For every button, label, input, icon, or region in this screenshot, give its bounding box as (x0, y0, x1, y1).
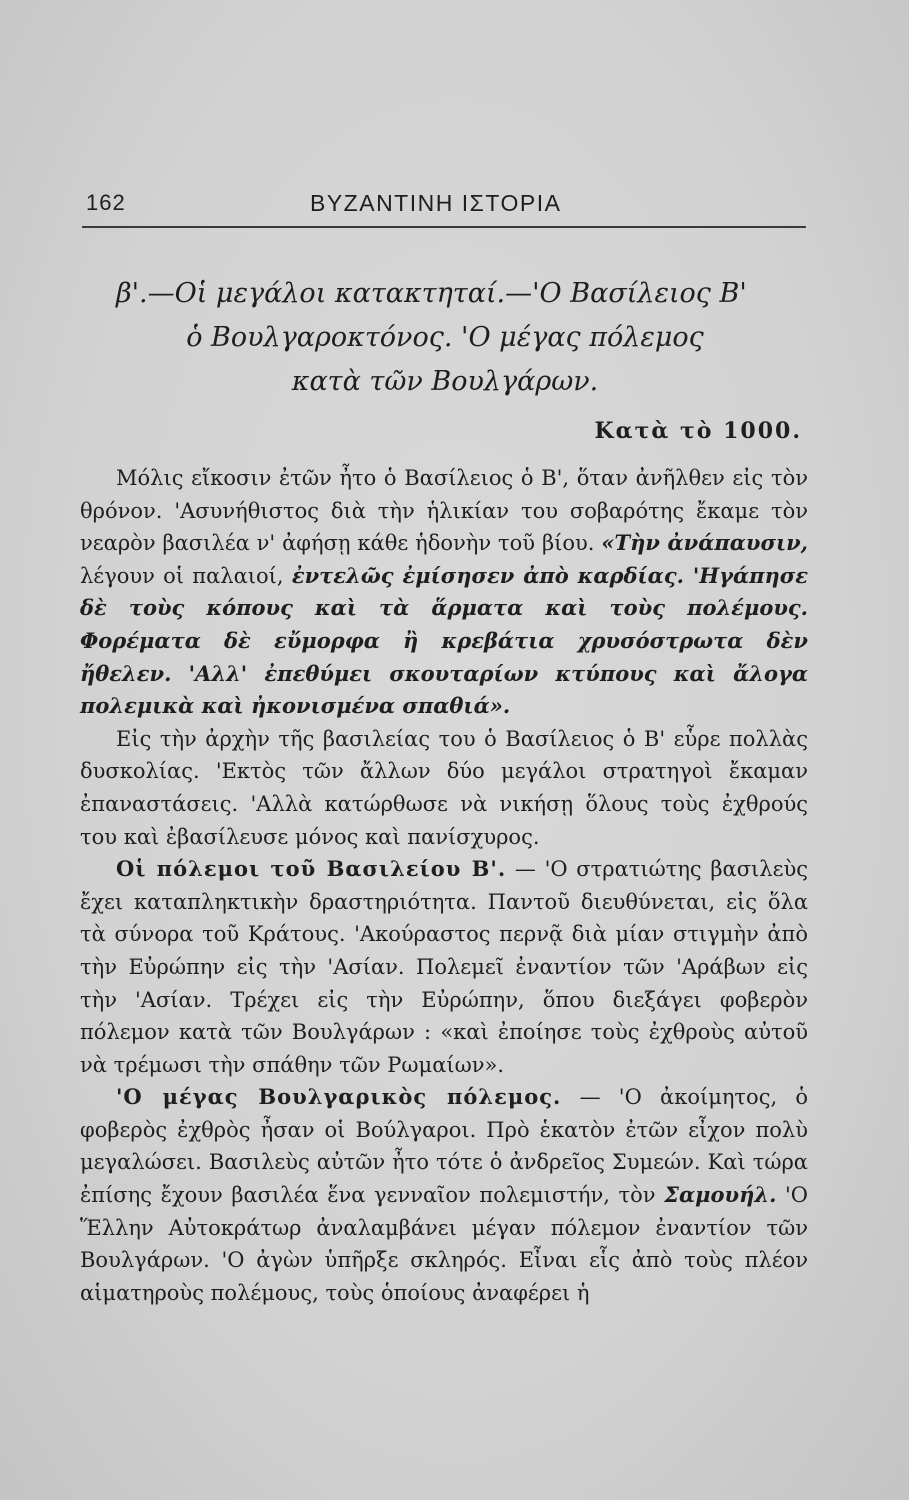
paragraph-1-aside: λέγουν οἱ παλαιοί, (80, 563, 284, 588)
page-number: 162 (86, 190, 126, 215)
page-header (82, 186, 806, 228)
paragraph-4-name: Σαμουήλ. (664, 1182, 777, 1208)
section-date: Κατὰ τὸ 1000. (594, 418, 802, 444)
paragraph-4 (80, 1081, 808, 1309)
section-title-line-1: β'.—Οἱ μεγάλοι κατακτηταί.—'Ο Βασίλειος Β' (116, 278, 747, 309)
chronicle-quote-start: «Τὴν ἀνάπαυσιν, (601, 530, 808, 556)
section-title-line-3: κατὰ τῶν Βουλγάρων. (291, 366, 599, 397)
running-title: ΒΥΖΑΝΤΙΝΗ ΙΣΤΟΡΙΑ (310, 190, 562, 216)
section-title (80, 272, 810, 404)
paragraph-4-text: — 'Ο ἀκοίμητος, ὁ φοβερὸς ἐχθρὸς ἦσαν οἱ Βούλγαροι. Πρὸ ἑκατὸν ἐτῶν εἶχον πολὺ μεγαλώσει. Βασιλεὺς αὐτῶν ἦτο τότε ὁ ἀνδρεῖος Συμεών. Καὶ τώρα ἐπίσης ἔχουν βασιλέα ἕνα γενναῖον πολεμιστήν, τὸν (80, 1085, 808, 1208)
paragraph-3-text: — 'Ο στρατιώτης βασιλεὺς ἔχει καταπληκτικὴν δραστηριότητα. Παντοῦ διευθύνεται, εἰς ὅλα τὰ σύνορα τοῦ Κράτους. 'Ακούραστος περνᾷ διὰ μίαν στιγμὴν ἀπὸ τὴν Εὐρώπην εἰς τὴν 'Ασίαν. Πολεμεῖ ἐναντίον τῶν 'Αράβων εἰς τὴν 'Ασίαν. Τρέχει εἰς τὴν Εὐρώπην, ὅπου διεξάγει φοβερὸν πόλεμον κατὰ τῶν Βουλγάρων : (80, 857, 808, 1045)
paragraph-3-heading: Οἱ πόλεμοι τοῦ Βασιλείου Β'. (116, 856, 507, 882)
paragraph-1 (80, 462, 808, 723)
paragraph-3 (80, 853, 808, 1081)
paragraph-1-intro: Μόλις εἴκοσιν ἐτῶν ἦτο ὁ Βασίλειος ὁ Β', ὅταν ἀνῆλθεν εἰς τὸν θρόνον. 'Ασυνήθιστος διὰ τὴν ἡλικίαν του σοβαρότης ἔκαμε τὸν νεαρὸν βασιλέα ν' ἀφήσῃ κάθε ἡδονὴν τοῦ βίου. (80, 466, 808, 556)
paragraph-3-quote: «καὶ ἐποίησε τοὺς ἐχθροὺς αὐτοῦ νὰ τρέμωσι τὴν σπάθην τῶν Ρωμαίων». (80, 1020, 808, 1077)
paragraph-2: Εἰς τὴν ἀρχὴν τῆς βασιλείας του ὁ Βασίλειος ὁ Β' εὗρε πολλὰς δυσκολίας. 'Εκτὸς τῶν ἄλλων δύο μεγάλοι στρατηγοὶ ἔκαμαν ἐπαναστάσεις. 'Αλλὰ κατώρθωσε νὰ νικήσῃ ὅλους τοὺς ἐχθρούς του καὶ ἐβασίλευσε μόνος καὶ πανίσχυρος. (80, 726, 808, 849)
paragraph-4-text-continued: 'Ο Ἕλλην Αὐτοκράτωρ ἀναλαμβάνει μέγαν πόλεμον ἐναντίον τῶν Βουλγάρων. 'Ο ἀγὼν ὑπῆρξε σκληρός. Εἶναι εἷς ἀπὸ τοὺς πλέον αἱματηροὺς πολέμους, τοὺς ὁποίους ἀναφέρει ἡ (80, 1183, 808, 1305)
paragraph-4-heading: 'Ο μέγας Βουλγαρικὸς πόλεμος. (116, 1084, 562, 1110)
section-title-line-2: ὁ Βουλγαροκτόνος. 'Ο μέγας πόλεμος (186, 322, 704, 353)
chronicle-quote: ἐντελῶς ἐμίσησεν ἀπὸ καρδίας. 'Ηγάπησε δὲ τοὺς κόπους καὶ τὰ ἅρματα καὶ τοὺς πολέμους. Φορέματα δὲ εὔμορφα ἢ κρεβάτια χρυσόστρωτα δὲν ἤθελεν. 'Αλλ' ἐπεθύμει σκουταρίων κτύπους καὶ ἄλογα πολεμικὰ καὶ ἠκονισμένα σπαθιά». (80, 562, 808, 719)
body-text (80, 462, 808, 1309)
